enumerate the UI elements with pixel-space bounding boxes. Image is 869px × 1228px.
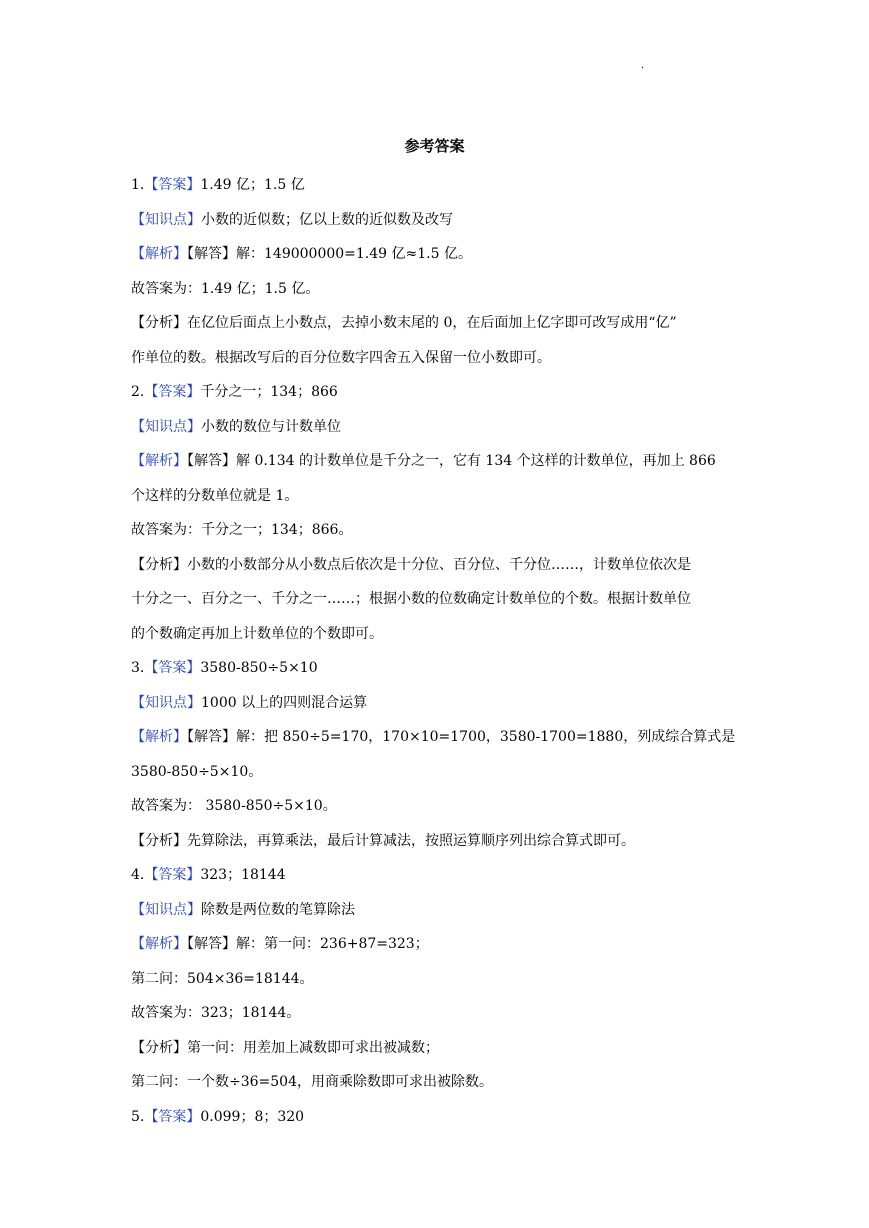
answer-line [131, 237, 741, 272]
answer-line [131, 444, 741, 479]
line-text: 3580-850÷5×10 [200, 660, 318, 676]
section-tag: 【解析】 [131, 729, 187, 745]
answer-line [131, 479, 741, 514]
answer-line [131, 651, 741, 686]
line-text: 0.099；8；320 [200, 1108, 305, 1125]
line-text: 故答案为：323；18144。 [131, 1005, 301, 1021]
line-text: 第二问：504×36=18144。 [131, 970, 314, 987]
line-text: 故答案为：1.49 亿；1.5 亿。 [131, 280, 320, 297]
section-tag: 【答案】 [144, 867, 201, 883]
answer-line [131, 1031, 741, 1066]
answer-line [131, 168, 741, 203]
header-mark: · [641, 63, 645, 74]
section-tag: 【知识点】 [131, 418, 201, 435]
line-text: 1.49 亿；1.5 亿 [200, 177, 305, 193]
line-text: 【分析】第一问：用差加上减数即可求出被减数； [131, 1039, 439, 1056]
answer-line [131, 306, 741, 341]
line-text: 作单位的数。根据改写后的百分位数字四舍五入保留一位小数即可。 [131, 349, 551, 366]
answer-line [131, 582, 741, 617]
section-tag: 【答案】 [144, 177, 201, 193]
answer-line [131, 824, 741, 859]
line-text: 小数的近似数；亿以上数的近似数及改写 [201, 211, 453, 228]
answer-line [131, 548, 741, 583]
section-tag: 【知识点】 [131, 694, 201, 711]
answer-line [131, 1100, 741, 1135]
answer-line [131, 203, 741, 238]
answer-line [131, 686, 741, 721]
line-text: 故答案为：千分之一；134；866。 [131, 522, 353, 538]
answer-line [131, 513, 741, 548]
answer-line [131, 1065, 741, 1100]
line-text: 个这样的分数单位就是 1。 [131, 487, 299, 504]
line-text: 除数是两位数的笔算除法 [201, 901, 355, 918]
answer-line [131, 720, 741, 755]
section-tag: 【解析】 [131, 246, 187, 262]
answer-line [131, 996, 741, 1031]
section-tag: 【解析】 [131, 936, 187, 952]
section-tag: 【答案】 [144, 384, 201, 400]
question-number: 2. [131, 384, 145, 400]
answer-line [131, 893, 741, 928]
section-tag: 【解析】 [131, 453, 187, 469]
answer-line [131, 927, 741, 962]
line-text: 的个数确定再加上计数单位的个数即可。 [131, 625, 383, 642]
section-tag: 【知识点】 [131, 901, 201, 918]
line-text: 1000 以上的四则混合运算 [201, 694, 368, 711]
line-text: 【解答】解：把 850÷5=170，170×10=1700，3580-1700=1880，列成综合算式是 [187, 729, 736, 745]
page-title: 参考答案 [404, 137, 465, 155]
line-text: 【解答】解：149000000=1.49 亿≈1.5 亿。 [187, 246, 472, 262]
line-text: 第二问：一个数÷36=504，用商乘除数即可求出被除数。 [131, 1074, 493, 1090]
section-tag: 【知识点】 [131, 211, 201, 228]
line-text: 3580-850÷5×10。 [131, 763, 263, 780]
line-text: 十分之一、百分之一、千分之一……；根据小数的位数确定计数单位的个数。根据计数单位 [131, 591, 691, 607]
section-tag: 【答案】 [144, 1108, 201, 1125]
question-number: 5. [131, 1108, 145, 1125]
question-number: 3. [131, 660, 145, 676]
answer-line [131, 375, 741, 410]
answer-line [131, 617, 741, 652]
answer-line [131, 341, 741, 376]
line-text: 【解答】解 0.134 的计数单位是千分之一，它有 134 个这样的计数单位，再加上 866 [187, 453, 716, 469]
line-text: 【分析】小数的小数部分从小数点后依次是十分位、百分位、千分位……，计数单位依次是 [131, 556, 691, 573]
answer-line [131, 858, 741, 893]
question-number: 1. [131, 177, 145, 193]
answer-line [131, 755, 741, 790]
answer-line [131, 272, 741, 307]
line-text: 【分析】先算除法，再算乘法，最后计算减法，按照运算顺序列出综合算式即可。 [131, 832, 635, 849]
line-text: 【解答】解：第一问：236+87=323； [187, 936, 429, 952]
answer-line [131, 410, 741, 445]
line-text: 323；18144 [200, 867, 286, 883]
line-text: 小数的数位与计数单位 [201, 418, 341, 435]
answer-line [131, 789, 741, 824]
answer-list [131, 168, 741, 1134]
line-text: 千分之一；134；866 [200, 384, 338, 400]
section-tag: 【答案】 [144, 660, 201, 676]
line-text: 故答案为： 3580-850÷5×10。 [131, 798, 337, 814]
question-number: 4. [131, 867, 145, 883]
line-text: 【分析】在亿位后面点上小数点，去掉小数末尾的 0，在后面加上亿字即可改写成用“亿” [131, 315, 677, 331]
answer-line [131, 962, 741, 997]
